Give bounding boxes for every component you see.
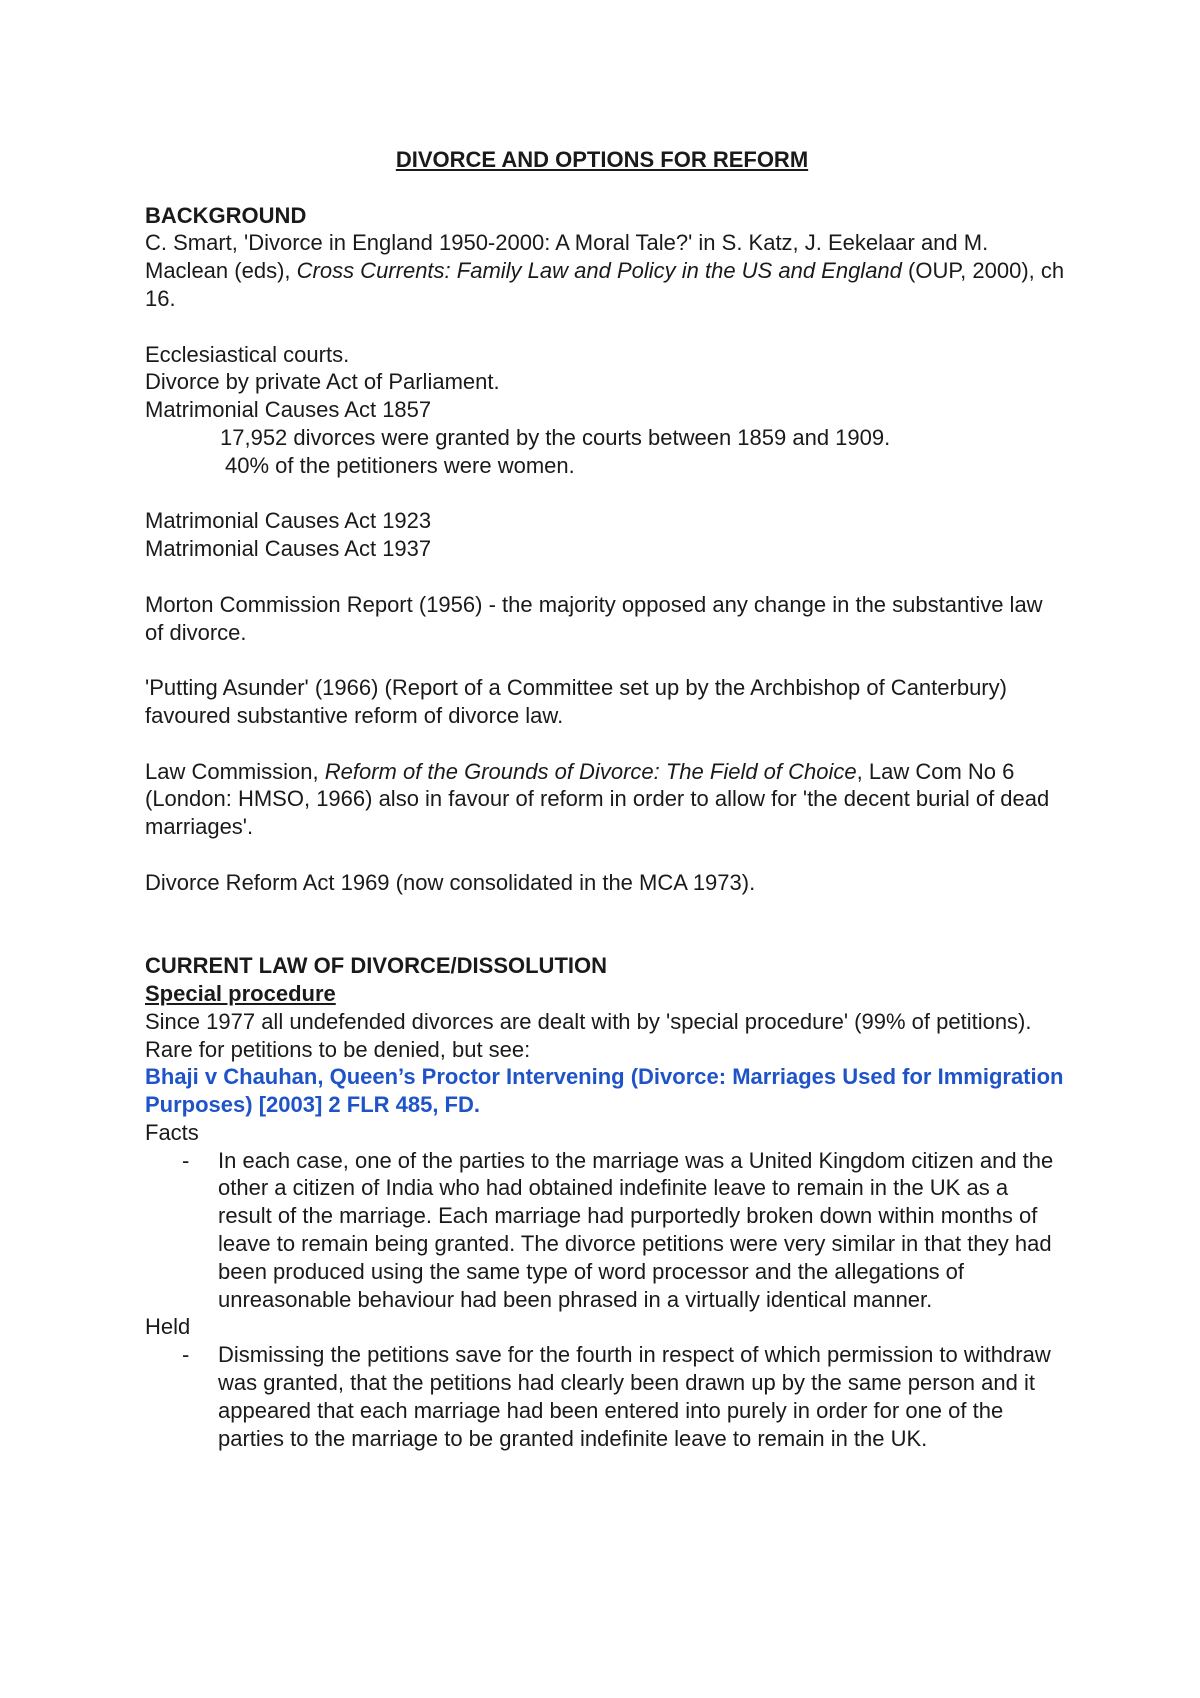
reference-text: C. Smart, 'Divorce in England 1950-2000: A Moral Tale?' in S. Katz, J. Eekelaar and M. Maclean (eds), (145, 230, 989, 284)
spacer (145, 646, 1065, 674)
section-heading-current-law: CURRENT LAW OF DIVORCE/DISSOLUTION (145, 953, 607, 979)
facts-bullet (145, 1147, 1065, 1314)
spacer (145, 313, 1065, 341)
facts-label: Facts (145, 1119, 199, 1145)
spacer (145, 480, 1065, 508)
document-page (145, 146, 1065, 1452)
rare-denial-paragraph: Rare for petitions to be denied, but see: (145, 1036, 531, 1062)
law-commission-report-title: Reform of the Grounds of Divorce: The Field of Choice (324, 758, 857, 784)
history-line-mca-1923: Matrimonial Causes Act 1923 (145, 508, 432, 534)
case-citation-bhaji: Bhaji v Chauhan, Queen’s Proctor Intervening (Divorce: Marriages Used for Immigration Purposes) [2003] 2 FLR 485, FD. (145, 1064, 1064, 1118)
subheading-special-procedure: Special procedure (145, 980, 336, 1006)
spacer (145, 841, 1065, 869)
history-line-private-act: Divorce by private Act of Parliament. (145, 369, 500, 395)
document-title: DIVORCE AND OPTIONS FOR REFORM (395, 147, 809, 172)
section-heading-background: BACKGROUND (145, 202, 307, 228)
law-commission-text: Law Commission, (145, 758, 325, 784)
held-label: Held (145, 1314, 191, 1340)
held-bullet (145, 1341, 1065, 1452)
spacer (145, 730, 1065, 758)
history-line-ecclesiastical: Ecclesiastical courts. (145, 341, 350, 367)
held-text: Dismissing the petitions save for the fourth in respect of which permission to withdraw was granted, that the petitions had clearly been drawn up by the same person and it appeared that each marriage had been entered into purely in order for one of the parties to the marriage to be granted indefinite leave to remain in the UK. (218, 1342, 1051, 1451)
facts-text: In each case, one of the parties to the marriage was a United Kingdom citizen and the other a citizen of India who had obtained indefinite leave to remain in the UK as a result of the marriage. Each marriage had purportedly broken down within months of leave to remain being granted. The divorce petitions were very similar in that they had been produced using the same type of word processor and the allegations of unreasonable behaviour had been phrased in a virtually identical manner. (218, 1147, 1054, 1312)
special-procedure-paragraph: Since 1977 all undefended divorces are dealt with by 'special procedure' (99% of petitions). (145, 1008, 1032, 1034)
putting-asunder-paragraph: 'Putting Asunder' (1966) (Report of a Committee set up by the Archbishop of Canterbury) favoured substantive reform of divorce law. (145, 675, 1007, 728)
reference-publisher: (OUP, 2000), ch 16. (145, 258, 1065, 311)
history-stat-women: 40% of the petitioners were women. (225, 452, 575, 478)
history-line-mca-1937: Matrimonial Causes Act 1937 (145, 536, 432, 562)
history-line-mca-1857: Matrimonial Causes Act 1857 (145, 397, 432, 423)
reference-book-title: Cross Currents: Family Law and Policy in the US and England (296, 258, 902, 284)
spacer (145, 563, 1065, 591)
bullet-dash: - (182, 1342, 190, 1368)
law-commission-detail: , Law Com No 6 (London: HMSO, 1966) also in favour of reform in order to allow for 'the decent burial of dead marriages'. (145, 758, 1050, 840)
morton-paragraph: Morton Commission Report (1956) - the majority opposed any change in the substantive law of divorce. (145, 591, 1043, 645)
reference-smart (145, 229, 1065, 312)
spacer (145, 897, 1065, 953)
bullet-dash: - (182, 1147, 190, 1173)
divorce-reform-act-paragraph: Divorce Reform Act 1969 (now consolidated in the MCA 1973). (145, 869, 756, 895)
law-commission-paragraph (145, 758, 1065, 841)
history-stat-divorces: 17,952 divorces were granted by the courts between 1859 and 1909. (220, 424, 891, 450)
